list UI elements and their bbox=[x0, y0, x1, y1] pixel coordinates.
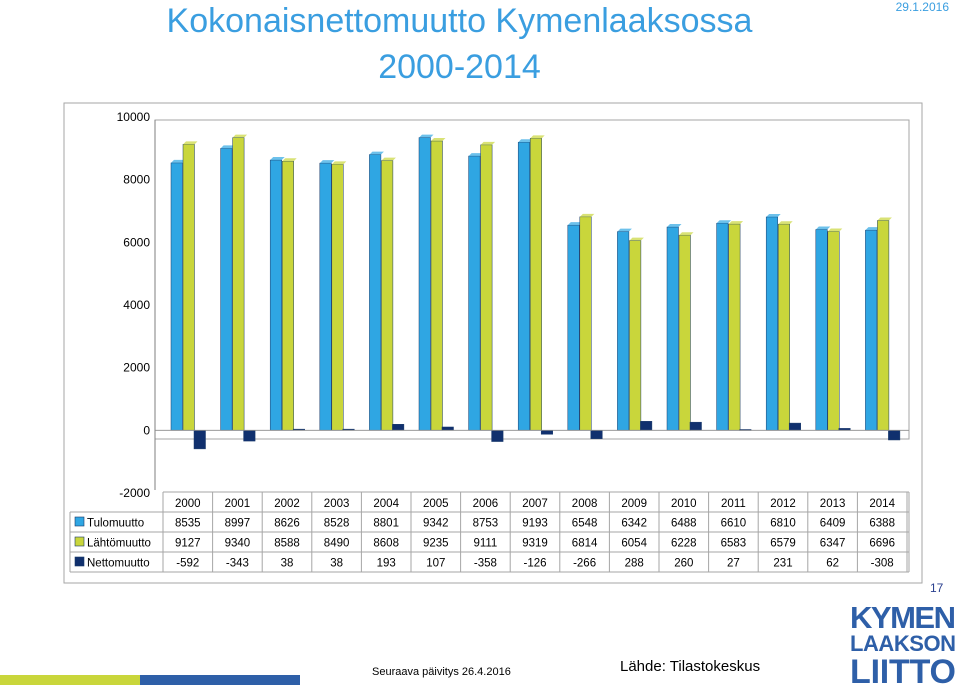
bar-nettomuutto-2001 bbox=[244, 430, 256, 441]
data-label-tulomuutto: 8535 bbox=[175, 517, 201, 530]
data-label-tulomuutto: 6810 bbox=[770, 517, 796, 530]
data-label-lähtömuutto: 6814 bbox=[571, 537, 598, 550]
data-label-lähtömuutto: 9127 bbox=[175, 537, 201, 550]
data-label-lähtömuutto: 8588 bbox=[274, 537, 300, 550]
data-label-nettomuutto: -592 bbox=[176, 557, 200, 570]
data-label-lähtömuutto: 8490 bbox=[323, 537, 350, 550]
x-tick-label: 2006 bbox=[472, 498, 499, 510]
y-tick-label: 10000 bbox=[116, 110, 150, 124]
bar-tulomuutto-2007 bbox=[518, 142, 530, 430]
y-tick-label: 0 bbox=[143, 423, 150, 438]
bar-nettomuutto-2000 bbox=[194, 430, 206, 449]
x-tick-label: 2012 bbox=[770, 498, 796, 510]
legend-swatch-lähtömuutto bbox=[75, 537, 84, 546]
bar-tulomuutto-2001 bbox=[221, 148, 233, 430]
x-tick-label: 2011 bbox=[721, 498, 746, 510]
footer-stripe-blue bbox=[140, 675, 300, 685]
data-label-lähtömuutto: 9340 bbox=[224, 537, 251, 550]
bar-nettomuutto-2005 bbox=[442, 427, 454, 430]
x-tick-label: 2013 bbox=[819, 498, 846, 510]
y-tick-label: 6000 bbox=[123, 235, 150, 250]
bar-tulomuutto-2011 bbox=[717, 223, 729, 430]
data-label-tulomuutto: 8997 bbox=[224, 517, 251, 530]
page-number: 17 bbox=[930, 581, 944, 595]
bar-lähtömuutto-2004 bbox=[381, 161, 393, 431]
data-label-nettomuutto: 260 bbox=[674, 557, 694, 570]
legend-swatch-nettomuutto bbox=[75, 557, 84, 566]
data-label-nettomuutto: 231 bbox=[773, 557, 793, 570]
data-label-tulomuutto: 6409 bbox=[819, 517, 846, 530]
x-tick-label: 2010 bbox=[671, 498, 697, 510]
data-label-nettomuutto: 27 bbox=[727, 557, 740, 570]
data-label-nettomuutto: 107 bbox=[426, 557, 446, 570]
bar-lähtömuutto-2010 bbox=[679, 235, 691, 430]
bar-tulomuutto-2008 bbox=[568, 225, 580, 430]
bar-tulomuutto-2013 bbox=[816, 230, 828, 431]
data-label-lähtömuutto: 6579 bbox=[770, 537, 796, 550]
bar-tulomuutto-2003 bbox=[320, 163, 332, 430]
bar-tulomuutto-2014 bbox=[865, 230, 877, 430]
bar-lähtömuutto-2014 bbox=[877, 221, 889, 431]
data-label-tulomuutto: 6488 bbox=[671, 517, 697, 530]
y-tick-label: 8000 bbox=[123, 172, 150, 187]
bar-lähtömuutto-2007 bbox=[530, 138, 542, 430]
data-label-nettomuutto: -358 bbox=[473, 557, 497, 570]
bar-lähtömuutto-2005 bbox=[431, 141, 443, 430]
bar-lähtömuutto-2012 bbox=[778, 224, 790, 430]
bar-nettomuutto-2008 bbox=[591, 430, 603, 438]
data-label-lähtömuutto: 6054 bbox=[621, 537, 647, 550]
data-label-nettomuutto: -343 bbox=[225, 557, 249, 570]
footer-stripe-green bbox=[0, 675, 140, 685]
bar-lähtömuutto-2009 bbox=[629, 241, 641, 431]
source-note: Lähde: Tilastokeskus bbox=[620, 658, 761, 675]
x-tick-label: 2007 bbox=[522, 498, 548, 510]
bar-tulomuutto-2012 bbox=[766, 217, 778, 430]
x-tick-label: 2009 bbox=[621, 498, 647, 510]
chart-title: Kokonaisnettomuutto Kymenlaaksossa bbox=[166, 2, 753, 40]
bar-nettomuutto-2006 bbox=[492, 430, 504, 441]
bar-nettomuutto-2010 bbox=[690, 422, 702, 430]
bar-lähtömuutto-2002 bbox=[282, 161, 294, 430]
data-label-nettomuutto: 62 bbox=[826, 557, 839, 570]
x-tick-label: 2001 bbox=[224, 498, 251, 510]
date-label: 29.1.2016 bbox=[895, 0, 949, 14]
x-tick-label: 2003 bbox=[323, 498, 350, 510]
data-label-tulomuutto: 6548 bbox=[571, 517, 598, 530]
data-label-tulomuutto: 6388 bbox=[869, 517, 895, 530]
bar-lähtömuutto-2001 bbox=[233, 138, 245, 431]
data-label-nettomuutto: 38 bbox=[280, 557, 294, 570]
update-note: Seuraava päivitys 26.4.2016 bbox=[372, 666, 511, 678]
y-tick-label: 4000 bbox=[123, 298, 150, 312]
bar-nettomuutto-2009 bbox=[640, 421, 652, 430]
x-tick-label: 2002 bbox=[274, 498, 300, 510]
bar-tulomuutto-2006 bbox=[469, 156, 481, 430]
bar-tulomuutto-2000 bbox=[171, 163, 183, 430]
svg-text:KYMEN: KYMEN bbox=[850, 600, 956, 635]
data-label-nettomuutto: -266 bbox=[573, 557, 597, 570]
data-label-lähtömuutto: 9111 bbox=[473, 537, 498, 550]
data-label-nettomuutto: 288 bbox=[624, 557, 644, 570]
bar-lähtömuutto-2006 bbox=[481, 145, 493, 430]
bar-lähtömuutto-2011 bbox=[729, 224, 741, 430]
bar-nettomuutto-2004 bbox=[392, 424, 404, 430]
bar-lähtömuutto-2008 bbox=[580, 217, 592, 431]
data-label-lähtömuutto: 6347 bbox=[819, 537, 846, 550]
data-label-lähtömuutto: 6228 bbox=[671, 537, 697, 550]
bar-nettomuutto-2014 bbox=[888, 430, 900, 440]
legend-label-tulomuutto: Tulomuutto bbox=[87, 517, 145, 530]
data-label-lähtömuutto: 8608 bbox=[373, 537, 399, 550]
chart-subtitle: 2000-2014 bbox=[378, 48, 541, 86]
data-label-nettomuutto: 38 bbox=[330, 557, 343, 570]
bar-lähtömuutto-2000 bbox=[183, 144, 195, 430]
data-label-lähtömuutto: 6696 bbox=[869, 537, 895, 550]
data-label-tulomuutto: 9342 bbox=[423, 517, 449, 530]
data-label-nettomuutto: -308 bbox=[870, 557, 894, 570]
data-label-tulomuutto: 6342 bbox=[621, 517, 647, 530]
x-tick-label: 2000 bbox=[175, 498, 201, 510]
legend-label-nettomuutto: Nettomuutto bbox=[87, 557, 150, 570]
legend-swatch-tulomuutto bbox=[75, 517, 84, 526]
svg-text:LIITTO: LIITTO bbox=[850, 653, 956, 685]
bar-nettomuutto-2007 bbox=[541, 430, 553, 434]
data-label-tulomuutto: 8528 bbox=[323, 517, 350, 530]
bar-tulomuutto-2009 bbox=[617, 232, 629, 431]
x-tick-label: 2008 bbox=[571, 498, 598, 510]
kymenlaakson-liitto-logo bbox=[850, 600, 958, 685]
bar-tulomuutto-2010 bbox=[667, 227, 679, 430]
data-label-tulomuutto: 8801 bbox=[373, 517, 399, 530]
bar-tulomuutto-2005 bbox=[419, 138, 431, 431]
data-label-nettomuutto: -126 bbox=[523, 557, 547, 570]
bar-nettomuutto-2012 bbox=[789, 423, 801, 430]
data-label-tulomuutto: 8753 bbox=[472, 517, 499, 530]
bar-tulomuutto-2004 bbox=[369, 155, 381, 431]
x-tick-label: 2014 bbox=[869, 498, 895, 510]
data-label-tulomuutto: 9193 bbox=[522, 517, 548, 530]
data-label-lähtömuutto: 9235 bbox=[423, 537, 449, 550]
y-tick-label: -2000 bbox=[119, 486, 150, 500]
bar-tulomuutto-2002 bbox=[270, 160, 282, 430]
data-label-lähtömuutto: 9319 bbox=[522, 537, 548, 550]
data-label-lähtömuutto: 6583 bbox=[720, 537, 747, 550]
data-label-tulomuutto: 6610 bbox=[720, 517, 747, 530]
svg-text:LAAKSON: LAAKSON bbox=[850, 631, 956, 656]
x-tick-label: 2005 bbox=[423, 498, 449, 510]
y-tick-label: 2000 bbox=[123, 360, 150, 375]
data-label-tulomuutto: 8626 bbox=[274, 517, 300, 530]
data-label-nettomuutto: 193 bbox=[376, 557, 396, 570]
bar-lähtömuutto-2013 bbox=[828, 231, 840, 430]
bar-lähtömuutto-2003 bbox=[332, 164, 344, 430]
legend-label-lähtömuutto: Lähtömuutto bbox=[87, 537, 151, 550]
x-tick-label: 2004 bbox=[373, 498, 399, 510]
